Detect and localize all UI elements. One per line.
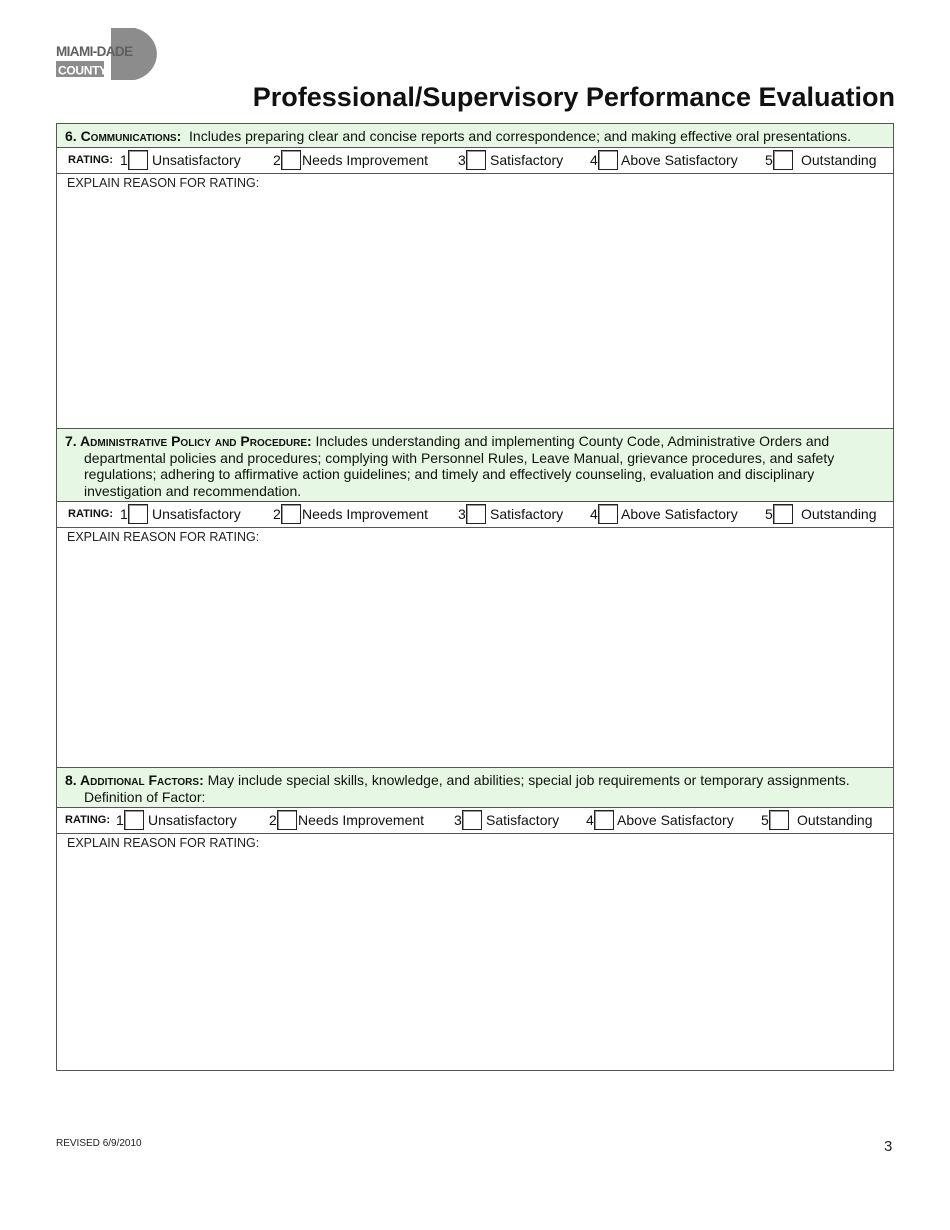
section-header bbox=[57, 124, 893, 148]
rating-option-label: Satisfactory bbox=[486, 812, 560, 828]
rating-2-checkbox[interactable] bbox=[281, 504, 301, 524]
explain-reason-field[interactable] bbox=[57, 834, 893, 852]
rating-option-label: Satisfactory bbox=[490, 151, 564, 168]
rating-label: RATING: bbox=[68, 508, 114, 520]
page-number: 3 bbox=[884, 1138, 893, 1155]
section-description: Includes preparing clear and concise reports and correspondence; and making effective oral presentations. bbox=[189, 128, 852, 144]
rating-number: 4 bbox=[590, 506, 598, 522]
rating-number: 2 bbox=[273, 151, 281, 168]
rating-3-checkbox[interactable] bbox=[466, 504, 486, 524]
rating-number: 2 bbox=[269, 812, 277, 828]
section-title: 8. Additional Factors: bbox=[65, 772, 204, 788]
rating-number: 1 bbox=[120, 151, 128, 168]
rating-2-checkbox[interactable] bbox=[281, 150, 301, 170]
rating-option-label: Needs Improvement bbox=[298, 812, 425, 828]
page-title: Professional/Supervisory Performance Evaluation bbox=[252, 82, 895, 112]
rating-4-checkbox[interactable] bbox=[598, 504, 618, 524]
rating-number: 3 bbox=[458, 506, 466, 522]
rating-option-label: Outstanding bbox=[801, 151, 877, 168]
section-header-text bbox=[65, 433, 885, 499]
rating-option-label: Needs Improvement bbox=[302, 506, 429, 522]
section-header bbox=[57, 768, 893, 808]
rating-option-label: Above Satisfactory bbox=[621, 151, 738, 168]
explain-reason-field[interactable] bbox=[57, 174, 893, 192]
rating-label: RATING: bbox=[65, 814, 111, 826]
section-description: May include special skills, knowledge, and abilities; special job requirements or temporary assignments. bbox=[207, 772, 850, 788]
section-description: Includes understanding and implementing County Code, Administrative Orders and departmental policies and procedures; complying with Personnel Rules, Leave Manual, grievance procedures, and safety regulations; adhering to affirmative action guidelines; and timely and effectively counseling, evaluation and disciplinary investigation and recommendation. bbox=[84, 433, 835, 499]
rating-option-label: Outstanding bbox=[797, 812, 873, 828]
rating-number: 4 bbox=[590, 151, 598, 168]
section-header bbox=[57, 429, 893, 502]
rating-number: 5 bbox=[765, 151, 773, 168]
section-communications bbox=[56, 123, 894, 429]
explain-reason-label: EXPLAIN REASON FOR RATING: bbox=[67, 175, 260, 190]
rating-option-label: Unsatisfactory bbox=[148, 812, 237, 828]
section-title: 7. Administrative Policy and Procedure: bbox=[65, 433, 312, 449]
rating-row bbox=[57, 148, 893, 174]
rating-1-checkbox[interactable] bbox=[128, 504, 148, 524]
rating-5-checkbox[interactable] bbox=[773, 150, 793, 170]
rating-3-checkbox[interactable] bbox=[462, 810, 482, 830]
rating-option-label: Above Satisfactory bbox=[621, 506, 738, 522]
rating-3-checkbox[interactable] bbox=[466, 150, 486, 170]
explain-reason-field[interactable] bbox=[57, 528, 893, 546]
revised-date: 6/9/2010 bbox=[102, 1138, 142, 1149]
svg-text:MIAMI-DADE: MIAMI-DADE bbox=[56, 44, 133, 59]
rating-1-checkbox[interactable] bbox=[128, 150, 148, 170]
section-header-text bbox=[65, 772, 885, 789]
rating-number: 2 bbox=[273, 506, 281, 522]
rating-option-label: Needs Improvement bbox=[302, 151, 429, 168]
section-title: 6. Communications: bbox=[65, 128, 182, 144]
rating-number: 1 bbox=[116, 812, 124, 828]
revision-note bbox=[56, 1138, 142, 1149]
rating-number: 3 bbox=[454, 812, 462, 828]
rating-1-checkbox[interactable] bbox=[124, 810, 144, 830]
rating-number: 1 bbox=[120, 506, 128, 522]
revised-label: REVISED bbox=[56, 1138, 100, 1149]
explain-reason-label: EXPLAIN REASON FOR RATING: bbox=[67, 836, 260, 850]
rating-5-checkbox[interactable] bbox=[769, 810, 789, 830]
rating-option-label: Unsatisfactory bbox=[152, 151, 241, 168]
rating-row bbox=[57, 502, 893, 528]
svg-text:COUNTY: COUNTY bbox=[58, 63, 107, 78]
rating-number: 3 bbox=[458, 151, 466, 168]
rating-option-label: Above Satisfactory bbox=[617, 812, 734, 828]
section-additional-factors bbox=[56, 767, 894, 1071]
rating-option-label: Unsatisfactory bbox=[152, 506, 241, 522]
rating-label: RATING: bbox=[68, 153, 114, 166]
rating-option-label: Outstanding bbox=[801, 506, 877, 522]
rating-4-checkbox[interactable] bbox=[598, 150, 618, 170]
explain-reason-label: EXPLAIN REASON FOR RATING: bbox=[67, 530, 260, 544]
section-administrative-policy bbox=[56, 428, 894, 768]
rating-5-checkbox[interactable] bbox=[773, 504, 793, 524]
rating-option-label: Satisfactory bbox=[490, 506, 564, 522]
rating-2-checkbox[interactable] bbox=[277, 810, 297, 830]
definition-of-factor-label: Definition of Factor: bbox=[84, 788, 206, 805]
rating-row bbox=[57, 808, 893, 834]
rating-4-checkbox[interactable] bbox=[594, 810, 614, 830]
miami-dade-county-logo bbox=[55, 26, 167, 82]
rating-number: 4 bbox=[586, 812, 594, 828]
rating-number: 5 bbox=[761, 812, 769, 828]
rating-number: 5 bbox=[765, 506, 773, 522]
